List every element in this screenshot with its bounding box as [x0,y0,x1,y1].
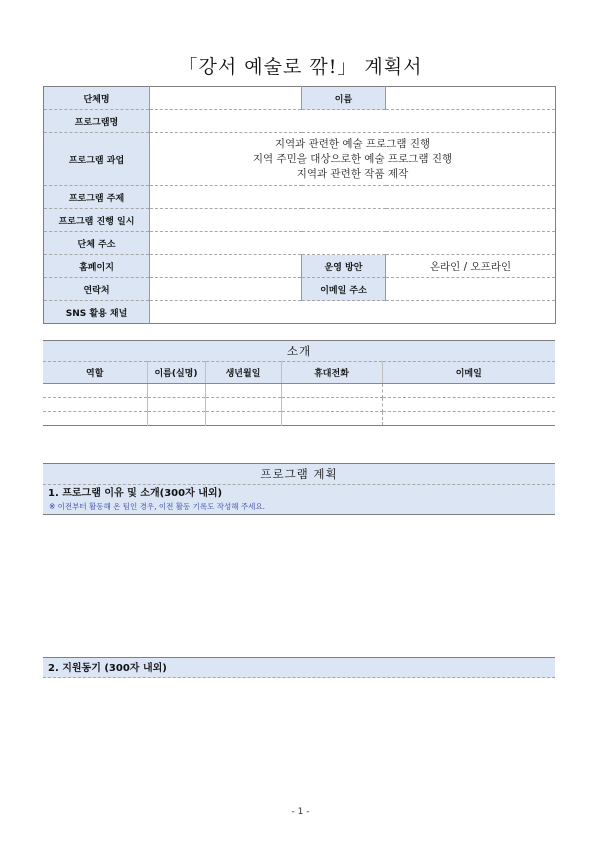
contact-field[interactable] [150,278,302,301]
program-task-line: 지역과 관련한 예술 프로그램 진행 [274,137,431,150]
operation-method-label: 운영 방안 [302,255,386,278]
intro-caption: 소개 [43,341,555,362]
document-title: 「강서 예술로 깎!」 계획서 [178,56,423,78]
table-row [44,133,556,186]
role-cell[interactable] [43,412,147,426]
email-cell[interactable] [382,412,555,426]
email-cell[interactable] [382,398,555,412]
email-address-field[interactable] [386,278,556,301]
program-task-line: 지역 주민을 대상으로한 예술 프로그램 진행 [252,152,453,165]
email-address-label: 이메일 주소 [302,278,386,301]
column-header-phone: 휴대전화 [281,362,382,384]
application-info-table [43,86,556,324]
program-schedule-field[interactable] [150,209,556,232]
group-address-field[interactable] [150,232,556,255]
program-theme-field[interactable] [150,186,556,209]
table-row [44,255,556,278]
phone-cell[interactable] [281,398,382,412]
section2-title: 2. 지원동기 (300자 내외) [43,657,555,678]
sns-channel-field[interactable] [150,301,556,324]
name-label: 이름 [302,87,386,110]
birthdate-cell[interactable] [205,398,281,412]
section1-note: ※ 이전부터 활동해 온 팀인 경우, 이전 활동 기록도 작성해 주세요. [43,500,555,515]
name-cell[interactable] [147,398,205,412]
phone-cell[interactable] [281,384,382,398]
program-plan-section [43,463,555,515]
role-cell[interactable] [43,398,147,412]
table-row [44,110,556,133]
program-schedule-label: 프로그램 진행 일시 [44,209,150,232]
sns-channel-label: SNS 활용 채널 [44,301,150,324]
contact-label: 연락처 [44,278,150,301]
birthdate-cell[interactable] [205,412,281,426]
program-theme-label: 프로그램 주제 [44,186,150,209]
plan-caption: 프로그램 계획 [43,464,555,485]
table-row [43,341,555,362]
column-header-email: 이메일 [382,362,555,384]
intro-table [43,340,555,426]
name-cell[interactable] [147,412,205,426]
role-cell[interactable] [43,384,147,398]
table-row [44,301,556,324]
table-row [44,232,556,255]
program-name-field[interactable] [150,110,556,133]
program-name-label: 프로그램명 [44,110,150,133]
table-row [44,87,556,110]
table-row [43,398,555,412]
table-row [44,278,556,301]
table-row [43,412,555,426]
phone-cell[interactable] [281,412,382,426]
column-header-name: 이름(실명) [147,362,205,384]
column-header-role: 역할 [43,362,147,384]
homepage-label: 홈페이지 [44,255,150,278]
column-header-birthdate: 생년월일 [205,362,281,384]
birthdate-cell[interactable] [205,384,281,398]
email-cell[interactable] [382,384,555,398]
page-number: - 1 - [291,807,310,817]
group-name-label: 단체명 [44,87,150,110]
table-header-row [43,362,555,384]
name-cell[interactable] [147,384,205,398]
section1-title: 1. 프로그램 이유 및 소개(300자 내외) [43,485,555,500]
operation-method-value[interactable]: 온라인 / 오프라인 [386,255,556,278]
program-task-label: 프로그램 과업 [44,133,150,186]
table-row [44,209,556,232]
program-task-line: 지역과 관련한 작품 제작 [296,167,409,180]
table-row [44,186,556,209]
homepage-field[interactable] [150,255,302,278]
group-address-label: 단체 주소 [44,232,150,255]
group-name-field[interactable] [150,87,302,110]
program-task-field[interactable] [150,133,556,186]
table-row [43,384,555,398]
name-field[interactable] [386,87,556,110]
